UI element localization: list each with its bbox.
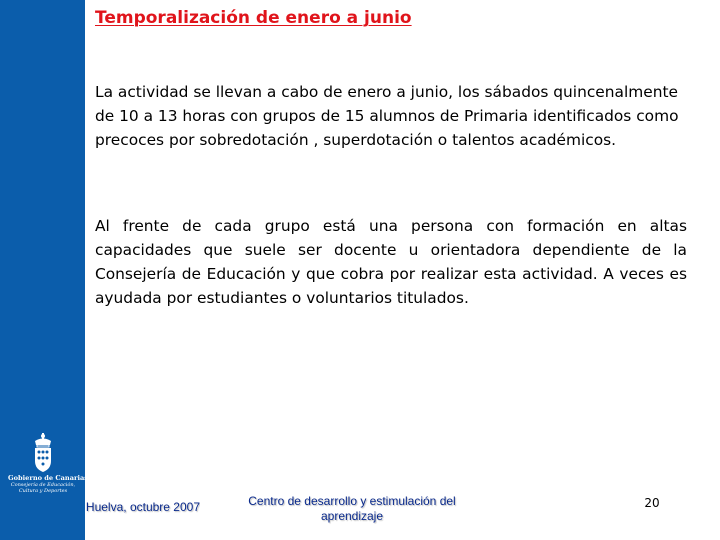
slide-title: Temporalización de enero a junio xyxy=(95,8,412,28)
paragraph-schedule: La actividad se llevan a cabo de enero a junio, los sábados quincenalmente de 10 a 13 horas con grupos de 15 alumnos de Primaria identificados como precoces por sobredotación , superdotación o talentos académicos. xyxy=(95,83,679,149)
logo-name: Gobierno de Canarias xyxy=(8,474,88,482)
footer-center-name: Centro de desarrollo y estimulación del aprendizaje xyxy=(248,494,456,523)
logo-subtitle-2: Cultura y Deportes xyxy=(18,488,68,494)
coat-of-arms-icon xyxy=(30,433,56,473)
footer-location-date: Huelva, octubre 2007 xyxy=(85,500,200,514)
government-logo xyxy=(8,433,88,513)
paragraph-staff: Al frente de cada grupo está una persona con formación en altas capacidades que suele ser docente u orientadora dependiente de la Consejería de Educación y que cobra por realizar esta actividad. A veces es ayudada por estudiantes o voluntarios titulados. xyxy=(95,217,687,307)
page-number: 20 xyxy=(644,496,660,510)
logo-subtitle-1: Consejería de Educación, xyxy=(10,482,76,488)
